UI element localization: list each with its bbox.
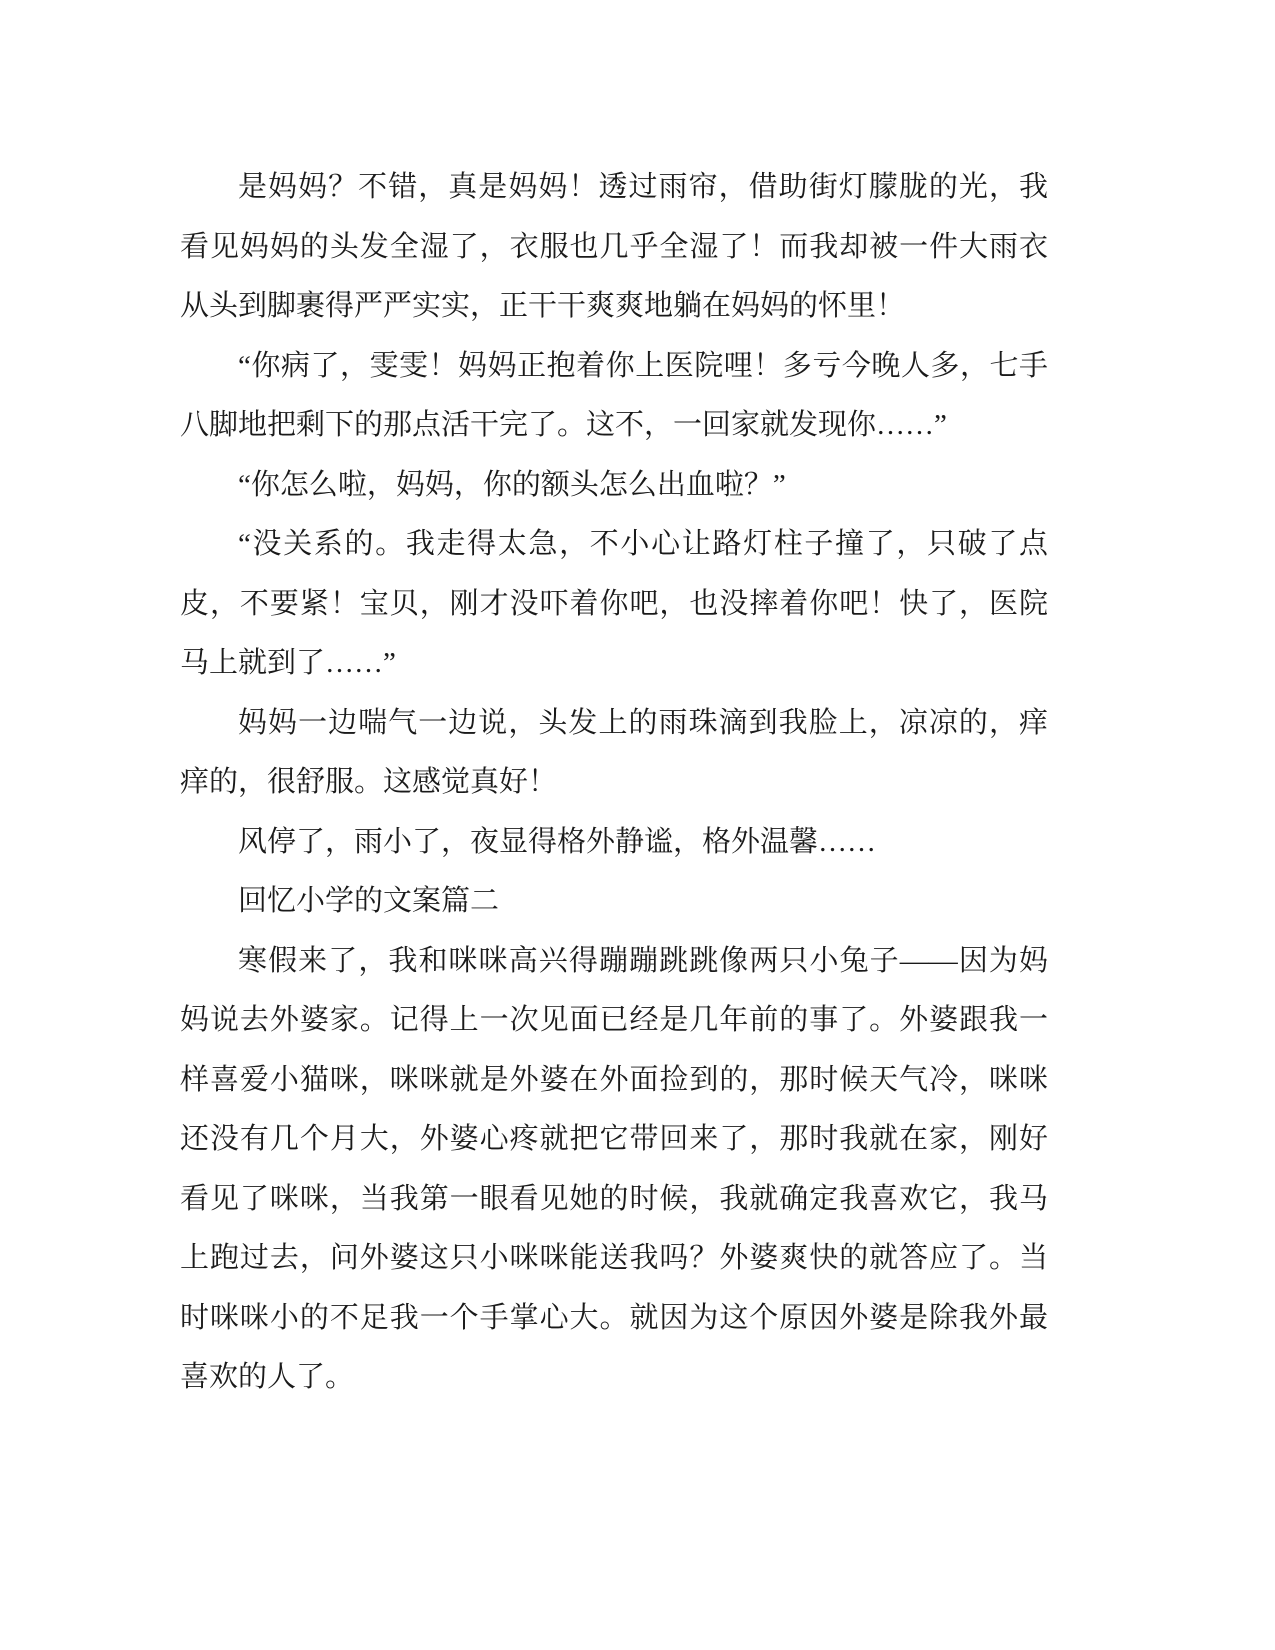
paragraph-dialogue-no-worries: “没关系的。我走得太急，不小心让路灯柱子撞了，只破了点皮，不要紧！宝贝，刚才没吓着你吧，也没摔着你吧！快了，医院马上就到了……” <box>180 528 1048 679</box>
paragraph-mother-in-rain: 是妈妈？不错，真是妈妈！透过雨帘，借助街灯朦胧的光，我看见妈妈的头发全湿了，衣服也几乎全湿了！而我却被一件大雨衣从头到脚裹得严严实实，正干干爽爽地躺在妈妈的怀里！ <box>180 171 1048 322</box>
paragraph-dialogue-mother-sick: “你病了，雯雯！妈妈正抱着你上医院哩！多亏今晚人多，七手八脚地把剩下的那点活干完了。这不，一回家就发现你……” <box>180 349 1048 441</box>
paragraph-dialogue-forehead-bleeding: “你怎么啦，妈妈，你的额头怎么出血啦？” <box>238 468 786 501</box>
document-content <box>180 158 1048 1408</box>
paragraph-raindrops-on-face: 妈妈一边喘气一边说，头发上的雨珠滴到我脸上，凉凉的，痒痒的，很舒服。这感觉真好！ <box>180 706 1048 798</box>
paragraph-wind-stopped: 风停了，雨小了，夜显得格外静谧，格外温馨…… <box>238 825 877 858</box>
section-heading-essay-two: 回忆小学的文案篇二 <box>238 885 500 917</box>
paragraph-winter-vacation-cat: 寒假来了，我和咪咪高兴得蹦蹦跳跳像两只小兔子——因为妈妈说去外婆家。记得上一次见面已经是几年前的事了。外婆跟我一样喜爱小猫咪，咪咪就是外婆在外面捡到的，那时候天气冷，咪咪还没有几个月大，外婆心疼就把它带回来了，那时我就在家，刚好看见了咪咪，当我第一眼看见她的时候，我就确定我喜欢它，我马上跑过去，问外婆这只小咪咪能送我吗？外婆爽快的就答应了。当时咪咪小的不足我一个手掌心大。就因为这个原因外婆是除我外最喜欢的人了。 <box>180 944 1048 1393</box>
